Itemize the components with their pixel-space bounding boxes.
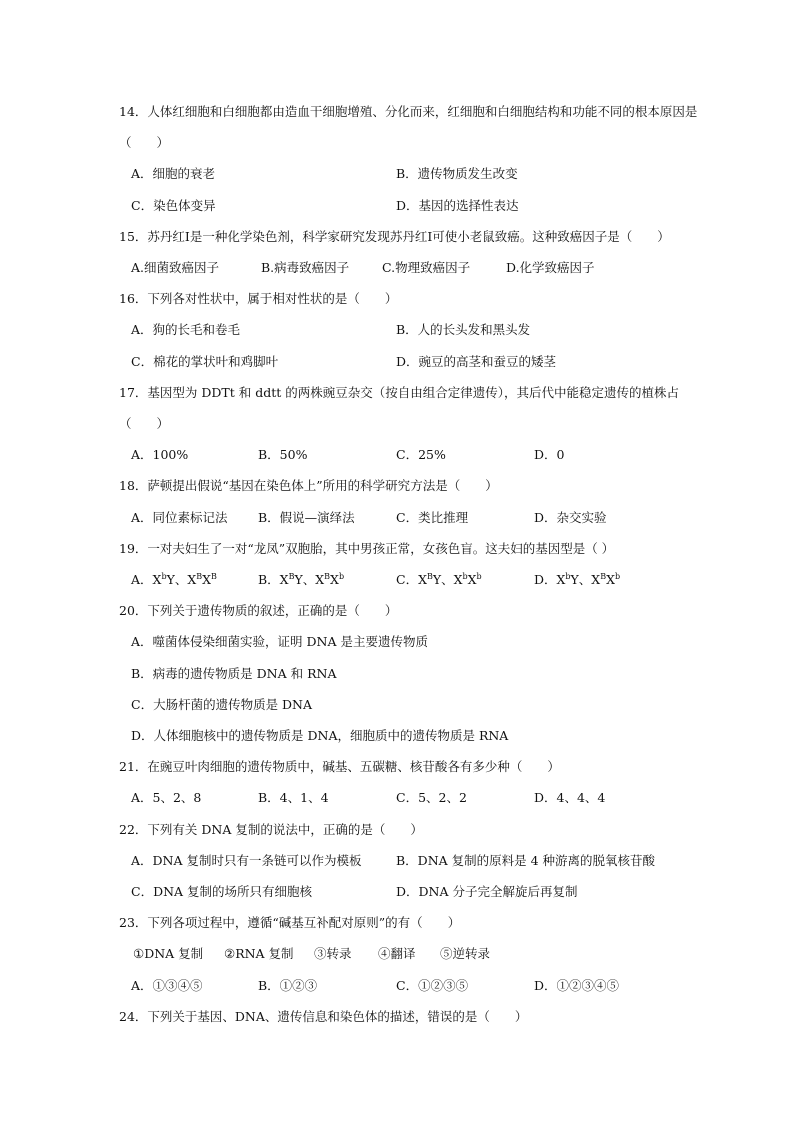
q23-option-c: C．①②③⑤ bbox=[396, 978, 469, 993]
q17-bracket: （ ） bbox=[119, 416, 170, 431]
q18-option-c: C．类比推理 bbox=[396, 510, 469, 525]
q21-option-d: D．4、4、4 bbox=[534, 790, 606, 805]
q15-option-c: C.物理致癌因子 bbox=[382, 260, 471, 275]
q20-option-d: D．人体细胞核中的遗传物质是 DNA，细胞质中的遗传物质是 RNA bbox=[131, 728, 509, 743]
q23-item-1: ①DNA 复制 bbox=[133, 946, 204, 961]
q14-stem: 14．人体红细胞和白细胞都由造血干细胞增殖、分化而来，红细胞和白细胞结构和功能不同的根本原因是 bbox=[119, 104, 698, 119]
q22-stem: 22．下列有关 DNA 复制的说法中，正确的是（ ） bbox=[119, 822, 423, 837]
q17-option-d: D．0 bbox=[534, 447, 565, 462]
q15-option-a: A.细菌致癌因子 bbox=[131, 260, 220, 275]
q23-item-3: ③转录 bbox=[314, 946, 352, 961]
q17-stem: 17．基因型为 DDTt 和 ddtt 的两株豌豆杂交（按自由组合定律遗传），其后代中能稳定遗传的植株占 bbox=[119, 385, 680, 400]
q18-option-d: D．杂交实验 bbox=[534, 510, 607, 525]
q14-bracket: （ ） bbox=[119, 135, 170, 150]
q21-stem: 21．在豌豆叶肉细胞的遗传物质中，碱基、五碳糖、核苷酸各有多少种（ ） bbox=[119, 759, 560, 774]
q17-option-a: A．100% bbox=[131, 447, 189, 462]
q16-option-b: B．人的长头发和黑头发 bbox=[396, 322, 531, 337]
q23-option-a: A．①③④⑤ bbox=[131, 978, 203, 993]
q23-item-4: ④翻译 bbox=[378, 946, 416, 961]
q18-stem: 18．萨顿提出假说“基因在染色体上”所用的科学研究方法是（ ） bbox=[119, 478, 498, 493]
q23-stem: 23．下列各项过程中，遵循“碱基互补配对原则”的有（ ） bbox=[119, 915, 461, 930]
q21-option-c: C．5、2、2 bbox=[396, 790, 467, 805]
q15-option-b: B.病毒致癌因子 bbox=[261, 260, 350, 275]
q19-option-c: C．$X^BY$、$X^bX^b$ bbox=[396, 572, 482, 587]
q18-option-a: A．同位素标记法 bbox=[131, 510, 228, 525]
q16-option-a: A．狗的长毛和卷毛 bbox=[131, 322, 241, 337]
q15-option-d: D.化学致癌因子 bbox=[506, 260, 595, 275]
q14-option-c: C．染色体变异 bbox=[131, 198, 216, 213]
q20-stem: 20．下列关于遗传物质的叙述，正确的是（ ） bbox=[119, 603, 398, 618]
q16-stem: 16．下列各对性状中，属于相对性状的是（ ） bbox=[119, 291, 398, 306]
q17-option-b: B．50% bbox=[258, 447, 308, 462]
q20-option-b: B．病毒的遗传物质是 DNA 和 RNA bbox=[131, 666, 337, 681]
q19-option-d: D．$X^bY$、$X^BX^b$ bbox=[534, 572, 621, 587]
q21-option-b: B．4、1、4 bbox=[258, 790, 329, 805]
q19-option-b: B．$X^BY$、$X^BX^b$ bbox=[258, 572, 345, 587]
q14-option-d: D．基因的选择性表达 bbox=[396, 198, 519, 213]
q23-option-d: D．①②③④⑤ bbox=[534, 978, 620, 993]
q24-stem: 24．下列关于基因、DNA、遗传信息和染色体的描述，错误的是（ ） bbox=[119, 1009, 528, 1024]
q19-stem: 19．一对夫妇生了一对“龙凤”双胞胎，其中男孩正常，女孩色盲。这夫妇的基因型是（ ） bbox=[119, 541, 615, 556]
q20-option-c: C．大肠杆菌的遗传物质是 DNA bbox=[131, 697, 313, 712]
q14-option-b: B．遗传物质发生改变 bbox=[396, 166, 518, 181]
q14-option-a: A．细胞的衰老 bbox=[131, 166, 216, 181]
q21-option-a: A．5、2、8 bbox=[131, 790, 202, 805]
q19-option-a: A．$X^bY$、$X^BX^B$ bbox=[131, 572, 217, 587]
q23-item-2: ②RNA 复制 bbox=[224, 946, 294, 961]
q22-option-a: A．DNA 复制时只有一条链可以作为模板 bbox=[131, 853, 362, 868]
q22-option-c: C．DNA 复制的场所只有细胞核 bbox=[131, 884, 313, 899]
q18-option-b: B．假说—演绎法 bbox=[258, 510, 355, 525]
q15-stem: 15．苏丹红Ⅰ是一种化学染色剂，科学家研究发现苏丹红Ⅰ可使小老鼠致癌。这种致癌因子是（ ） bbox=[119, 229, 670, 244]
q20-option-a: A．噬菌体侵染细菌实验，证明 DNA 是主要遗传物质 bbox=[131, 634, 428, 649]
q16-option-c: C．棉花的掌状叶和鸡脚叶 bbox=[131, 354, 279, 369]
q22-option-b: B．DNA 复制的原料是 4 种游离的脱氧核苷酸 bbox=[396, 853, 656, 868]
q23-item-5: ⑤逆转录 bbox=[440, 946, 491, 961]
q16-option-d: D．豌豆的高茎和蚕豆的矮茎 bbox=[396, 354, 557, 369]
q22-option-d: D．DNA 分子完全解旋后再复制 bbox=[396, 884, 578, 899]
q23-option-b: B．①②③ bbox=[258, 978, 318, 993]
q17-option-c: C．25% bbox=[396, 447, 446, 462]
